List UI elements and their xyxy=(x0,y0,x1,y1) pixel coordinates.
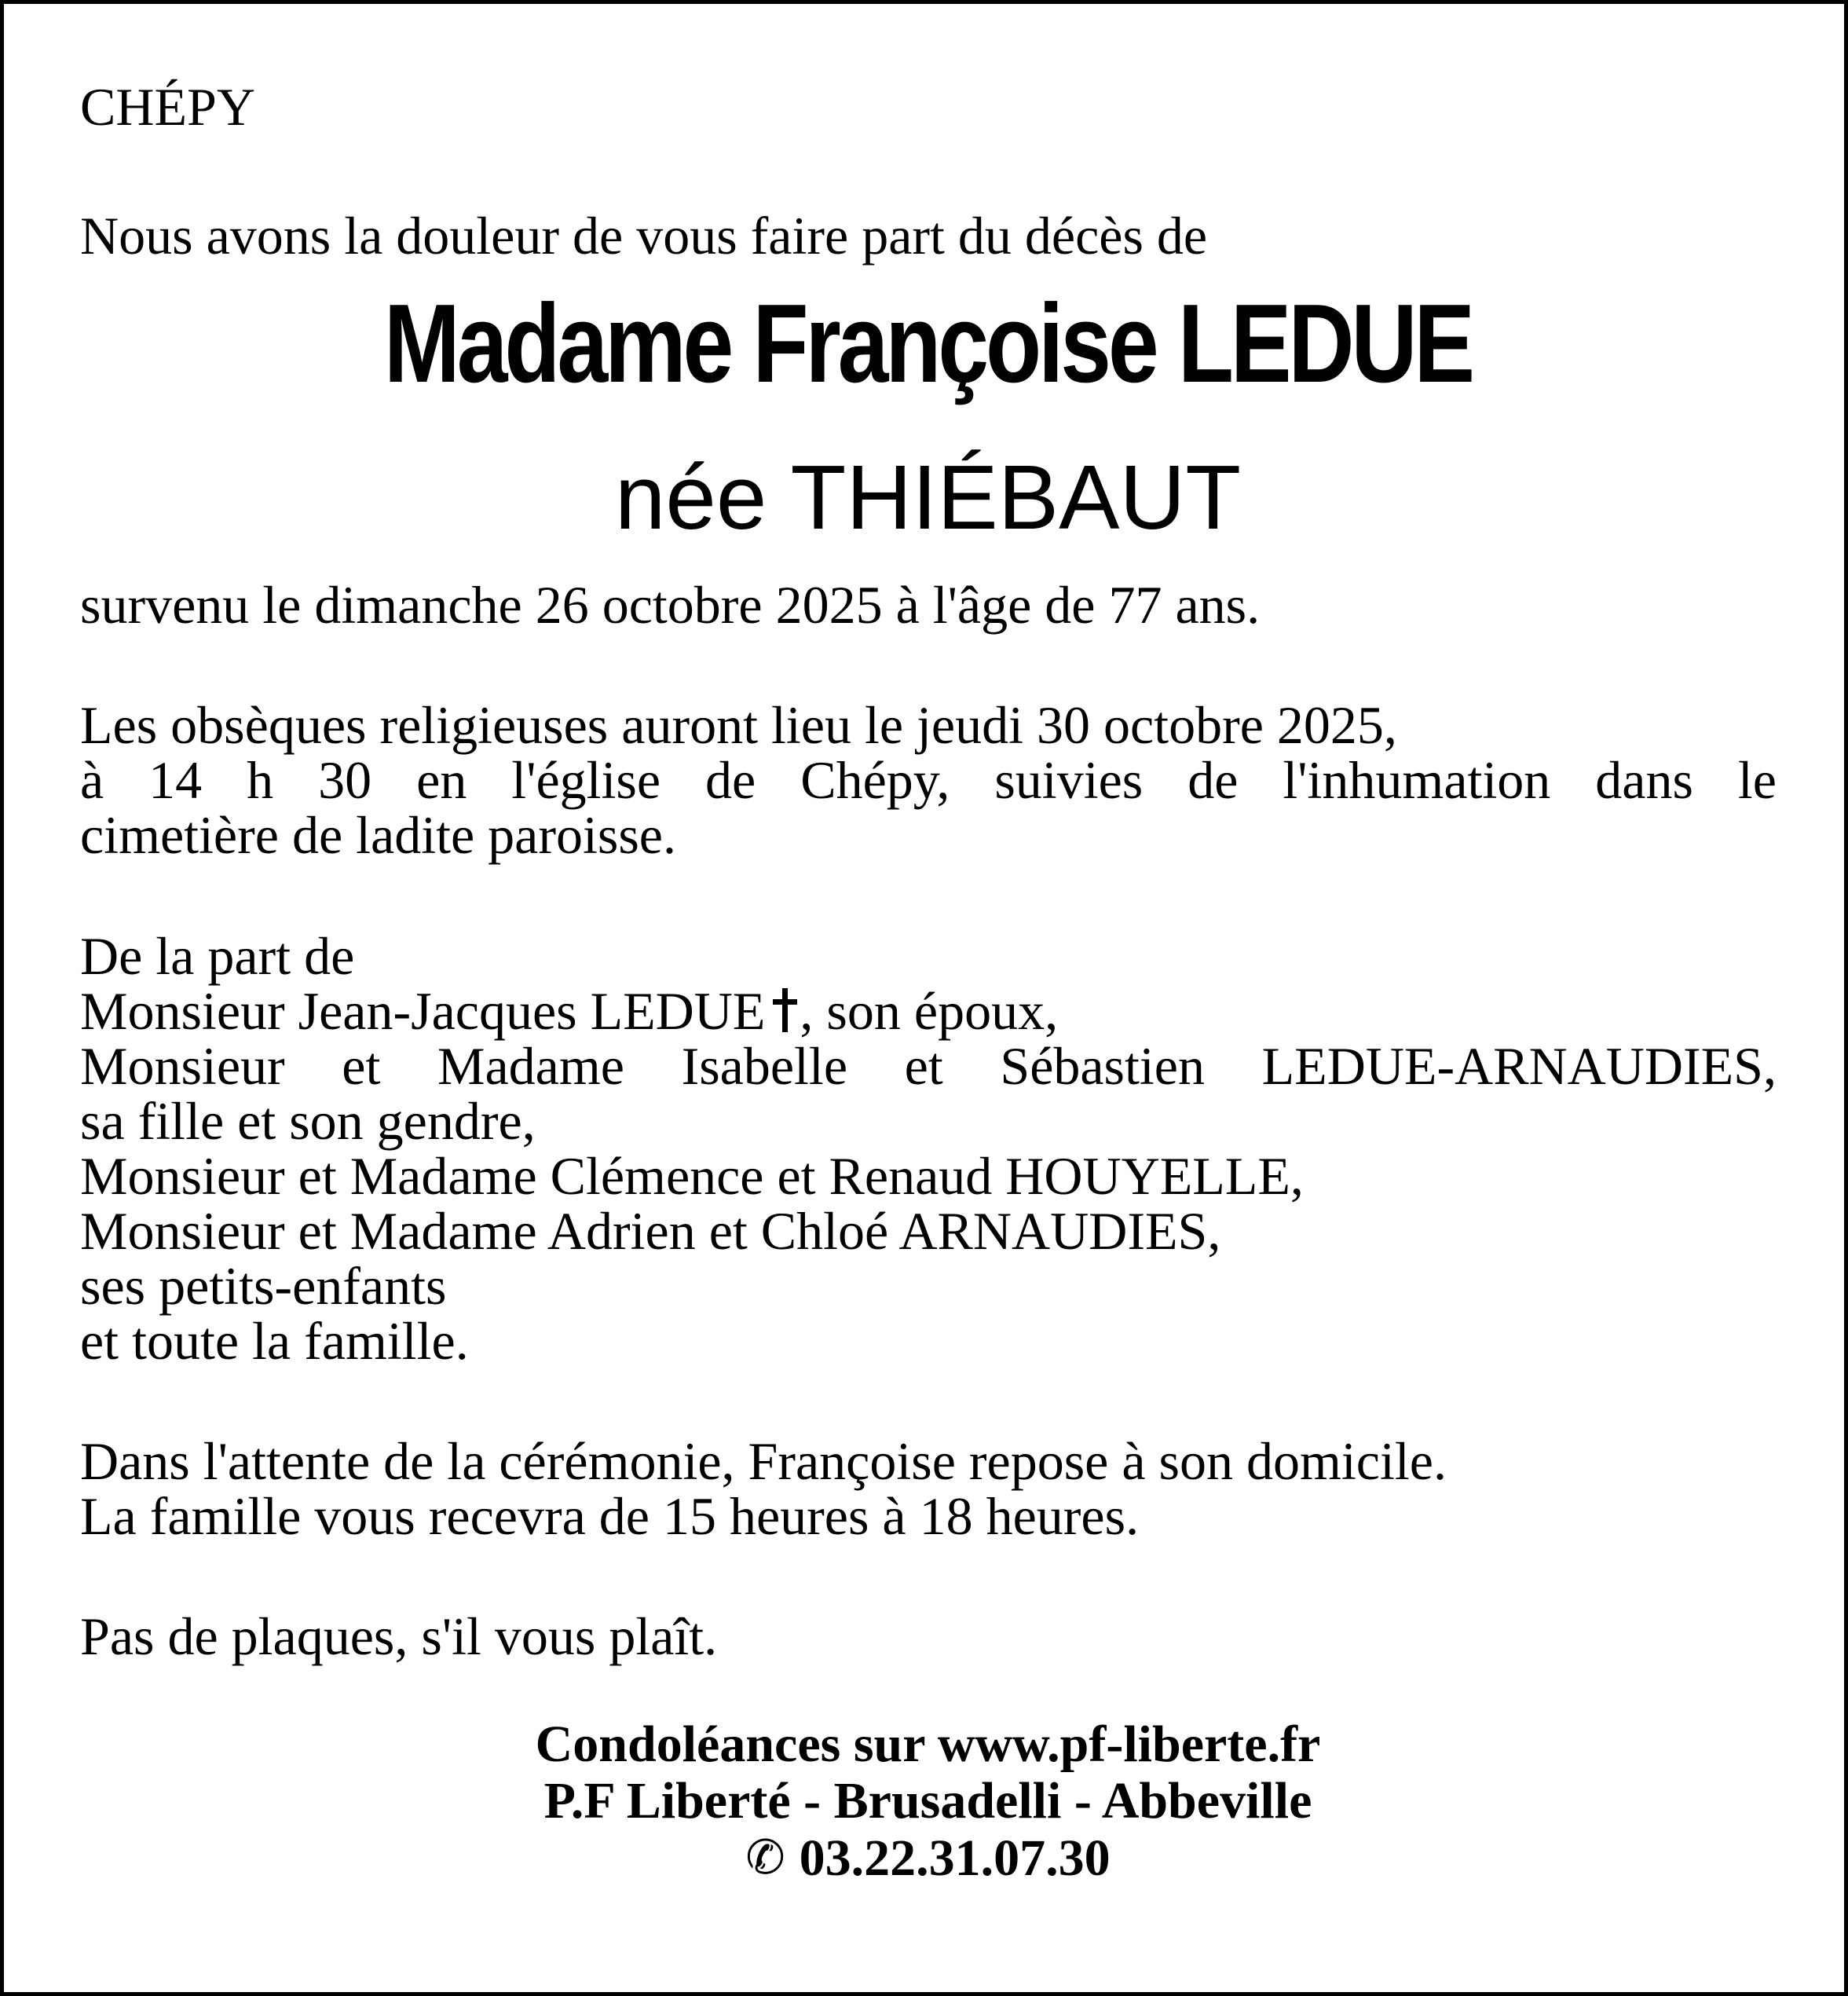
funeral-home-name: P.F Liberté - Brusadelli - Abbeville xyxy=(543,1772,1312,1829)
cross-icon xyxy=(773,988,796,1032)
deceased-name: Madame Françoise LEDUE xyxy=(383,281,1472,406)
family-intro: De la part de xyxy=(80,926,355,986)
funeral-line-3: cimetière de ladite paroisse. xyxy=(80,805,676,865)
phone-number[interactable]: 03.22.31.07.30 xyxy=(799,1829,1111,1887)
maiden-name: née THIÉBAUT xyxy=(614,446,1242,548)
family-line-5: ses petits-enfants xyxy=(80,1256,447,1316)
intro-text: Nous avons la douleur de vous faire part du décès de xyxy=(80,206,1208,266)
funeral-line-1: Les obsèques religieuses auront lieu le jeudi 30 octobre 2025, xyxy=(80,695,1397,755)
family-line-6: et toute la famille. xyxy=(80,1311,469,1371)
family-line-3: Monsieur et Madame Clémence et Renaud HOUYELLE, xyxy=(80,1146,1304,1206)
funeral-line-2: à 14 h 30 en l'église de Chépy, suivies de l'inhumation dans le xyxy=(80,750,1777,810)
spouse-relation: , son époux, xyxy=(800,981,1059,1041)
spouse-name: Monsieur Jean-Jacques LEDUE xyxy=(80,981,766,1041)
phone-line xyxy=(4,1829,1848,1887)
visitation-line-1: Dans l'attente de la cérémonie, Françoise repose à son domicile. xyxy=(80,1431,1447,1491)
condolences-link[interactable]: Condoléances sur www.pf-liberte.fr xyxy=(535,1716,1321,1773)
family-line-4: Monsieur et Madame Adrien et Chloé ARNAUDIES, xyxy=(80,1201,1221,1261)
phone-icon: ✆ xyxy=(745,1830,785,1885)
family-spouse-line xyxy=(80,983,1058,1039)
family-line-1: Monsieur et Madame Isabelle et Sébastien LEDUE-ARNAUDIES, xyxy=(80,1036,1777,1096)
town-heading: CHÉPY xyxy=(80,77,255,137)
visitation-line-2: La famille vous recevra de 15 heures à 18 heures. xyxy=(80,1486,1140,1546)
no-plaques-request: Pas de plaques, s'il vous plaît. xyxy=(80,1606,718,1666)
death-date-line: survenu le dimanche 26 octobre 2025 à l'âge de 77 ans. xyxy=(80,575,1261,635)
family-line-2: sa fille et son gendre, xyxy=(80,1091,536,1151)
